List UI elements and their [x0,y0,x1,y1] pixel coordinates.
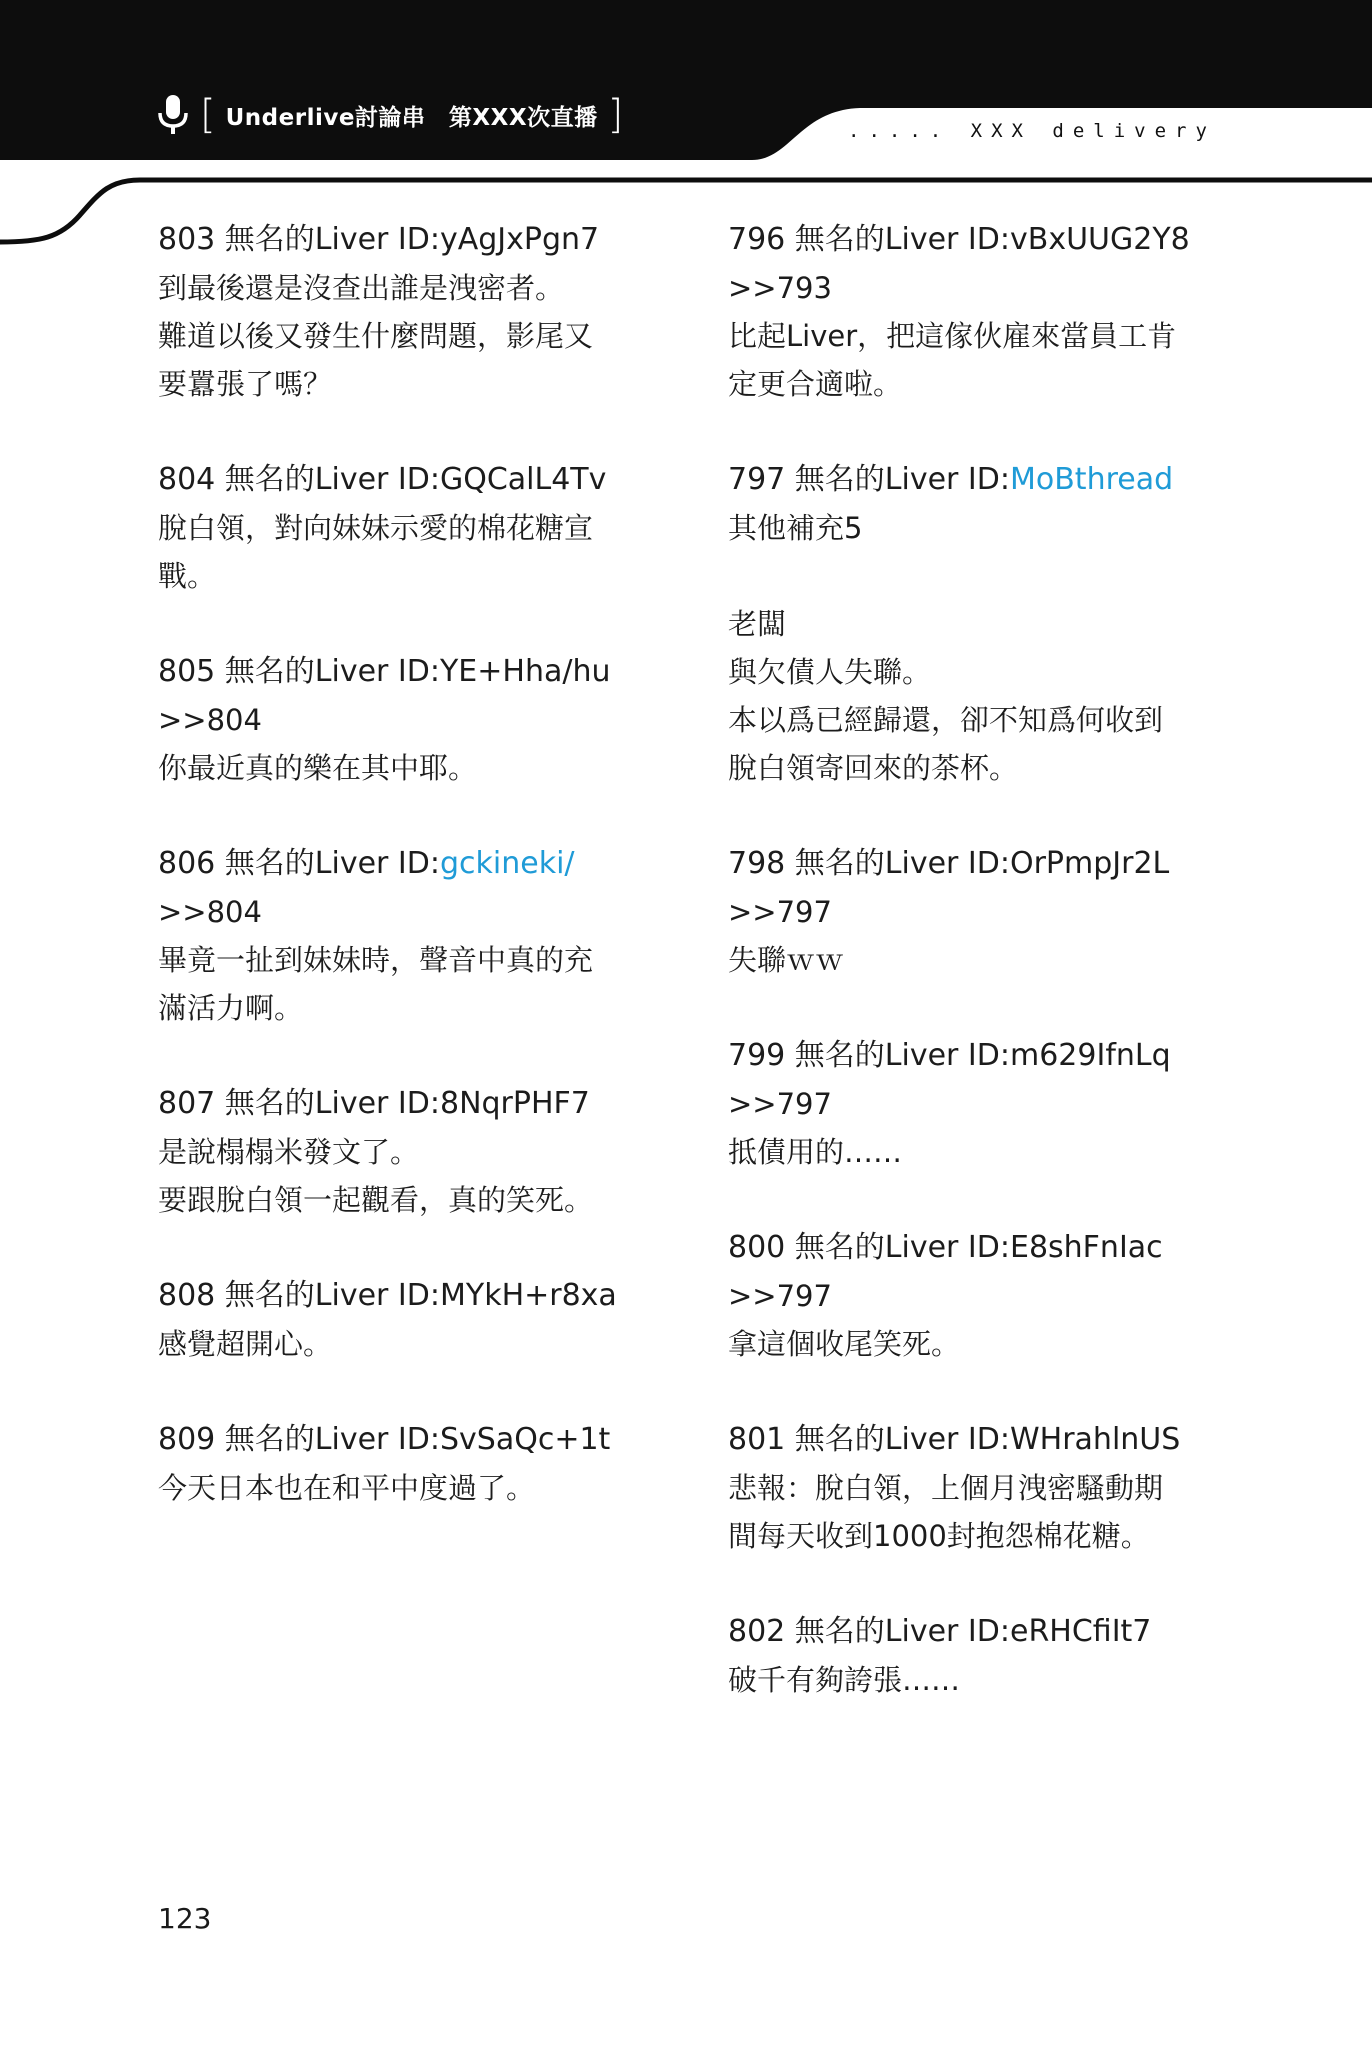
post-body-line: 戰。 [158,559,217,593]
post-header [158,648,658,696]
post-header [728,1608,1228,1656]
post-number-and-name: 803 無名的Liver ID: [158,222,440,257]
title-bracket-close: ] [607,92,624,138]
page-number: 123 [158,1902,212,1935]
post-header [728,840,1228,888]
poster-id: OrPmpJr2L [1009,846,1170,881]
paragraph-gap [728,552,1228,600]
thread-post [158,456,658,600]
post-body-line: >>797 [728,895,832,929]
thread-title: Underlive討論串 第XXX次直播 [225,104,598,131]
title-bracket-open: [ [200,92,216,138]
post-body-line: 畢竟一扯到妹妹時，聲音中真的充 [158,943,594,977]
post-body-line: 失聯ｗｗ [728,943,845,977]
post-body-line: 要囂張了嗎？ [158,367,333,401]
post-header [728,1416,1228,1464]
poster-id: eRHCfiIt7 [1009,1614,1152,1649]
post-body-line: 要跟脫白領一起觀看，真的笑死。 [158,1183,594,1217]
thread-post [728,216,1228,408]
post-body-line: 脫白領寄回來的茶杯。 [728,751,1019,785]
thread-post [158,216,658,408]
post-header [728,216,1228,264]
thread-post [728,840,1228,984]
right-column-posts [728,216,1228,1752]
post-header [158,216,658,264]
post-body-line: 其他補充5 [728,511,863,545]
post-body-line: 老闆 [728,607,787,641]
post-body-line: 比起Liver，把這傢伙雇來當員工肯 [728,319,1177,353]
post-body-line: 是說榻榻米發文了。 [158,1135,420,1169]
post-body-line: >>793 [728,271,832,305]
poster-id: E8shFnIac [1009,1230,1163,1265]
thread-post [158,648,658,792]
post-number-and-name: 798 無名的Liver ID: [728,846,1010,881]
post-number-and-name: 797 無名的Liver ID: [728,462,1010,497]
post-number-and-name: 796 無名的Liver ID: [728,222,1010,257]
post-number-and-name: 808 無名的Liver ID: [158,1278,440,1313]
post-body-line: 與欠債人失聯。 [728,655,932,689]
post-header [158,1272,658,1320]
poster-id: YE+Hha/hu [439,654,611,689]
post-body-line: 本以爲已經歸還，卻不知爲何收到 [728,703,1164,737]
post-body-line: 今天日本也在和平中度過了。 [158,1471,536,1505]
poster-id: gckineki/ [439,846,575,881]
poster-id: MoBthread [1009,462,1174,497]
post-header [158,840,658,888]
post-header [728,1224,1228,1272]
post-header [158,456,658,504]
post-body-line: 破千有夠誇張…… [728,1663,961,1697]
poster-id: GQCalL4Tv [439,462,607,497]
left-column-posts [158,216,658,1560]
post-number-and-name: 801 無名的Liver ID: [728,1422,1010,1457]
post-body-line: 定更合適啦。 [728,367,903,401]
post-header [728,1032,1228,1080]
thread-post [158,840,658,1032]
post-body-line: 到最後還是沒查出誰是洩密者。 [158,271,565,305]
post-body-line: 你最近真的樂在其中耶。 [158,751,478,785]
poster-id: WHrahlnUS [1009,1422,1181,1457]
poster-id: yAgJxPgn7 [439,222,600,257]
thread-title-bar [156,92,623,138]
thread-post [158,1416,658,1512]
poster-id: vBxUUG2Y8 [1009,222,1190,257]
post-number-and-name: 807 無名的Liver ID: [158,1086,440,1121]
poster-id: m629IfnLq [1009,1038,1171,1073]
poster-id: 8NqrPHF7 [439,1086,590,1121]
post-body-line: 感覺超開心。 [158,1327,333,1361]
thread-post [728,1224,1228,1368]
post-body-line: 拿這個收尾笑死。 [728,1327,961,1361]
delivery-label: ..... XXX delivery [848,120,1216,142]
post-header [728,456,1228,504]
post-body-line: 脫白領，對向妹妹示愛的棉花糖宣 [158,511,594,545]
post-body-line: >>797 [728,1279,832,1313]
post-number-and-name: 805 無名的Liver ID: [158,654,440,689]
post-body-line: 抵債用的…… [728,1135,903,1169]
post-number-and-name: 809 無名的Liver ID: [158,1422,440,1457]
post-body-line: >>804 [158,895,262,929]
post-body-line: 難道以後又發生什麼問題，影尾又 [158,319,594,353]
post-number-and-name: 802 無名的Liver ID: [728,1614,1010,1649]
post-header [158,1416,658,1464]
microphone-icon [156,93,190,137]
post-body-line: >>797 [728,1087,832,1121]
thread-post [728,456,1228,792]
post-number-and-name: 799 無名的Liver ID: [728,1038,1010,1073]
thread-post [728,1416,1228,1560]
post-body-line: >>804 [158,703,262,737]
poster-id: MYkH+r8xa [439,1278,617,1313]
thread-post [158,1080,658,1224]
post-body-line: 滿活力啊。 [158,991,304,1025]
post-number-and-name: 806 無名的Liver ID: [158,846,440,881]
post-body-line: 悲報：脫白領，上個月洩密騷動期 [728,1471,1164,1505]
thread-post [728,1608,1228,1704]
post-number-and-name: 800 無名的Liver ID: [728,1230,1010,1265]
post-body-line: 間每天收到1000封抱怨棉花糖。 [728,1519,1150,1553]
post-number-and-name: 804 無名的Liver ID: [158,462,440,497]
poster-id: SvSaQc+1t [439,1422,611,1457]
post-header [158,1080,658,1128]
thread-post [158,1272,658,1368]
thread-post [728,1032,1228,1176]
